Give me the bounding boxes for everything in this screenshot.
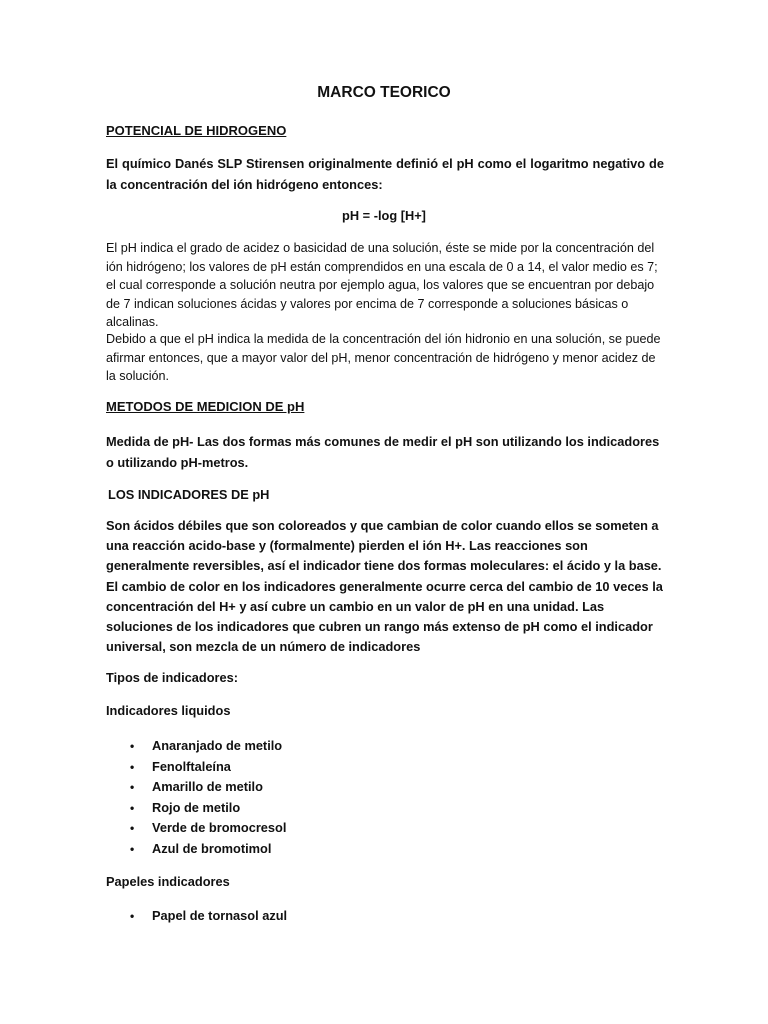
paragraph-medida: Medida de pH- Las dos formas más comunes de medir el pH son utilizando los indicadores o utilizando pH-metros. [106, 434, 660, 470]
paragraph-hidronio: Debido a que el pH indica la medida de la concentración del ión hidronio en una solución, se puede afirmar entonces, que a mayor valor del pH, menor concentración de hidrógeno y menor acidez de la solución. [106, 332, 661, 383]
list-item: • Azul de bromotimol [106, 839, 286, 860]
paragraph-indicadores: Son ácidos débiles que son coloreados y que cambian de color cuando ellos se someten a una reacción acido-base y (formalmente) pierden el ión H+. Las reacciones son generalmente reversibles, así el indicador tiene dos formas moleculares: el ácido y la base. El cambio de color en los indicadores generalmente ocurre cerca del cambio de 10 veces la concentración del H+ y así cubre un cambio en un valor de pH en una unidad. Las soluciones de los indicadores que cubren un rango más extenso de pH como el indicador universal, son mezcla de un número de indicadores [106, 518, 663, 655]
list-item: • Anaranjado de metilo [106, 736, 286, 757]
list-item: • Papel de tornasol azul [106, 906, 287, 927]
list-item: • Verde de bromocresol [106, 818, 286, 839]
list-paper-indicators [106, 906, 287, 927]
bullet-icon: • [130, 821, 135, 836]
ph-formula: pH = -log [H+] [342, 208, 426, 223]
bullet-icon: • [130, 780, 135, 795]
bullet-icon: • [130, 800, 135, 815]
bullet-icon: • [130, 739, 135, 753]
paragraph-ph-scale: El pH indica el grado de acidez o basicidad de una solución, éste se mide por la concentración del ión hidrógeno; los valores de pH están comprendidos en una escala de 0 a 14, el valor medio es 7; el cual corresponde a solución neutra por ejemplo agua, los valores que se encuentran por debajo de 7 indican soluciones ácidas y valores por encima de 7 corresponde a soluciones básicas o alcalinas. [106, 241, 658, 329]
list-item: • Amarillo de metilo [106, 777, 286, 798]
list-item: • Rojo de metilo [106, 798, 286, 819]
section-heading-potencial: POTENCIAL DE HIDROGENO [106, 123, 287, 138]
list-liquid-indicators [106, 736, 286, 860]
bullet-icon: • [130, 759, 135, 774]
bullet-icon: • [130, 841, 135, 856]
label-liquidos: Indicadores liquidos [106, 703, 231, 718]
label-papeles: Papeles indicadores [106, 874, 230, 889]
bullet-icon: • [130, 909, 135, 923]
section-heading-metodos: METODOS DE MEDICION DE pH [106, 399, 305, 414]
label-tipos: Tipos de indicadores: [106, 670, 239, 685]
list-item: • Fenolftaleína [106, 757, 286, 778]
subheading-indicadores: LOS INDICADORES DE pH [108, 487, 270, 502]
paragraph-definition: El químico Danés SLP Stirensen originalmente definió el pH como el logaritmo negativo de la concentración del ión hidrógeno entonces: [106, 156, 664, 192]
page-title: MARCO TEORICO [317, 84, 451, 101]
